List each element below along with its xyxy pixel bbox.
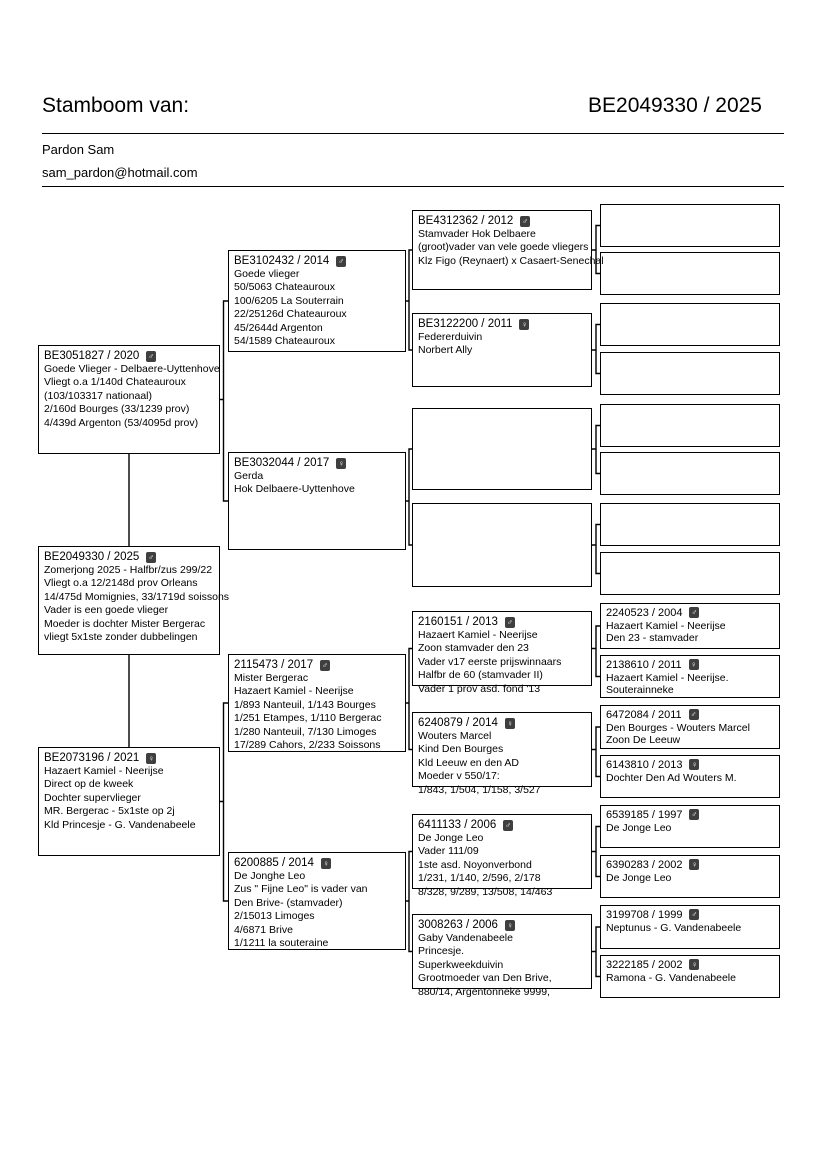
box-lines bbox=[418, 932, 586, 999]
sex-icon: ♂ bbox=[522, 216, 529, 226]
pedigree-box-grandmother-maternal bbox=[228, 852, 406, 950]
box-line: 14/475d Momignies, 33/1719d soissons bbox=[44, 590, 230, 603]
sex-icon: ♀ bbox=[506, 920, 513, 930]
ring-number: 6539185 / 1997 bbox=[606, 808, 683, 821]
sex-icon: ♂ bbox=[338, 256, 345, 266]
box-line: 1/843, 1/504, 1/158, 3/527 bbox=[418, 783, 541, 796]
sex-icon: ♂ bbox=[506, 617, 513, 627]
pedigree-box-ggp-5 bbox=[412, 611, 592, 695]
pedigree-box-gggp-14 bbox=[600, 855, 780, 898]
box-lines bbox=[606, 672, 774, 697]
box-line: Gaby Vandenabeele bbox=[418, 932, 513, 944]
box-line: Hazaert Kamiel - Neerijse bbox=[234, 685, 354, 698]
box-line: De Jonge Leo bbox=[418, 832, 484, 844]
box-lines bbox=[44, 765, 214, 832]
pedigree-box-grandmother-paternal bbox=[228, 452, 406, 550]
ring-row bbox=[606, 759, 774, 772]
box-line: Kld Princesje - G. Vandenabeele bbox=[44, 818, 196, 831]
box-line: Goede Vlieger - Delbaere-Uyttenhove bbox=[44, 363, 220, 375]
ring-number: 6390283 / 2002 bbox=[606, 858, 683, 871]
ring-row bbox=[418, 615, 586, 629]
pedigree-box-grandfather-maternal bbox=[228, 654, 406, 752]
sex-icon: ♀ bbox=[691, 960, 698, 969]
pedigree-box-subject bbox=[38, 546, 230, 655]
box-lines bbox=[418, 331, 586, 358]
ring-number: BE2049330 / 2025 bbox=[44, 551, 140, 563]
ring-row bbox=[44, 751, 214, 765]
box-line: Vader 111/09 bbox=[418, 845, 479, 858]
box-line: Halfbr de 60 (stamvader II) bbox=[418, 669, 543, 682]
box-line: Norbert Ally bbox=[418, 344, 473, 357]
ring-number: 6240879 / 2014 bbox=[418, 717, 498, 729]
pedigree-box-mother bbox=[38, 747, 220, 856]
ring-row bbox=[606, 959, 774, 972]
ring-number: 6200885 / 2014 bbox=[234, 857, 314, 869]
pedigree-box-empty bbox=[600, 552, 780, 595]
pedigree-box-ggp-1 bbox=[412, 210, 604, 290]
ring-number: BE3051827 / 2020 bbox=[44, 350, 140, 362]
box-lines bbox=[418, 228, 604, 268]
pedigree-box-empty bbox=[600, 404, 780, 447]
box-line: 8/328, 9/289, 13/508, 14/463 bbox=[418, 885, 553, 898]
ring-row bbox=[418, 716, 586, 730]
pedigree-box-empty bbox=[412, 408, 592, 490]
ring-row bbox=[234, 456, 400, 470]
box-lines bbox=[606, 822, 774, 835]
owner-name: Pardon Sam bbox=[42, 142, 115, 157]
pedigree-box-father bbox=[38, 345, 220, 454]
box-line: Vader v17 eerste prijswinnaars bbox=[418, 655, 562, 668]
sex-icon: ♂ bbox=[691, 608, 698, 617]
ring-row bbox=[606, 709, 774, 722]
pedigree-box-empty bbox=[600, 303, 780, 346]
box-line: Kld Leeuw en den AD bbox=[418, 756, 519, 769]
box-line: 880/14, Argentonneke 9999, bbox=[418, 985, 550, 998]
sex-icon: ♀ bbox=[338, 458, 345, 468]
box-line: Den Brive- (stamvader) bbox=[234, 896, 343, 909]
pedigree-box-grandfather-paternal bbox=[228, 250, 406, 352]
box-line: vliegt 5x1ste zonder dubbelingen bbox=[44, 631, 198, 644]
owner-email: sam_pardon@hotmail.com bbox=[42, 165, 198, 180]
box-line: Kind Den Bourges bbox=[418, 743, 504, 756]
box-lines bbox=[44, 564, 230, 644]
page-title: Stamboom van: bbox=[42, 94, 190, 117]
pedigree-box-empty bbox=[600, 503, 780, 546]
pedigree-box-ggp-7 bbox=[412, 814, 592, 898]
box-lines bbox=[234, 870, 400, 950]
ring-number: BE3102432 / 2014 bbox=[234, 255, 330, 267]
box-line: Den 23 - stamvader bbox=[606, 632, 699, 645]
box-line: Grootmoeder van Den Brive, bbox=[418, 972, 552, 985]
box-line: Hazaert Kamiel - Neerijse bbox=[418, 629, 538, 641]
box-line: 22/25126d Chateauroux bbox=[234, 308, 347, 321]
box-line: Hok Delbaere-Uyttenhove bbox=[234, 483, 355, 496]
ring-row bbox=[606, 909, 774, 922]
sex-icon: ♀ bbox=[521, 319, 528, 329]
subject-ring-number: BE2049330 / 2025 bbox=[588, 94, 762, 117]
sex-icon: ♀ bbox=[691, 760, 698, 769]
ring-row bbox=[44, 550, 214, 564]
pedigree-box-empty bbox=[600, 452, 780, 495]
box-line: 45/2644d Argenton bbox=[234, 321, 323, 334]
sex-icon: ♂ bbox=[322, 660, 329, 670]
box-lines bbox=[418, 629, 586, 696]
box-line: Princesje. bbox=[418, 945, 465, 958]
ring-number: 6143810 / 2013 bbox=[606, 758, 683, 771]
box-line: Federerduivin bbox=[418, 331, 483, 343]
box-line: 50/5063 Chateauroux bbox=[234, 281, 335, 294]
sex-icon: ♀ bbox=[322, 858, 329, 868]
box-line: Superkweekduivin bbox=[418, 958, 504, 971]
sex-icon: ♂ bbox=[691, 910, 698, 919]
pedigree-box-gggp-16 bbox=[600, 955, 780, 998]
sex-icon: ♂ bbox=[691, 810, 698, 819]
box-line: 2/15013 Limoges bbox=[234, 910, 315, 923]
box-line: Direct op de kweek bbox=[44, 778, 134, 791]
pedigree-box-ggp-8 bbox=[412, 914, 592, 998]
ring-row bbox=[606, 809, 774, 822]
ring-row bbox=[606, 659, 774, 672]
ring-number: 3008263 / 2006 bbox=[418, 919, 498, 931]
box-lines bbox=[606, 772, 774, 785]
box-line: 100/6205 La Souterrain bbox=[234, 294, 344, 307]
ring-row bbox=[418, 317, 586, 331]
ring-number: 2240523 / 2004 bbox=[606, 606, 683, 619]
ring-number: BE3122200 / 2011 bbox=[418, 318, 513, 330]
box-lines bbox=[606, 722, 774, 747]
box-lines bbox=[44, 363, 220, 430]
pedigree-box-gggp-15 bbox=[600, 905, 780, 949]
pedigree-box-empty bbox=[412, 503, 592, 587]
ring-row bbox=[418, 918, 586, 932]
box-line: Moeder is dochter Mister Bergerac bbox=[44, 617, 206, 630]
box-line: Den Bourges - Wouters Marcel bbox=[606, 721, 750, 734]
box-line: 1/1211 la souteraine bbox=[234, 937, 329, 950]
box-line: Zus " Fijne Leo" is vader van bbox=[234, 883, 368, 896]
box-line: De Jonghe Leo bbox=[234, 870, 306, 882]
ring-number: BE4312362 / 2012 bbox=[418, 215, 514, 227]
ring-row bbox=[606, 607, 774, 620]
box-lines bbox=[606, 972, 774, 985]
box-line: Ramona - G. Vandenabeele bbox=[606, 971, 736, 984]
sex-icon: ♀ bbox=[690, 660, 697, 669]
pedigree-box-empty bbox=[600, 204, 780, 247]
box-line: 17/289 Cahors, 2/233 Soissons bbox=[234, 739, 381, 752]
box-lines bbox=[234, 268, 400, 348]
pedigree-box-gggp-12 bbox=[600, 755, 780, 798]
box-line: Dochter supervlieger bbox=[44, 791, 141, 804]
sex-icon: ♀ bbox=[506, 718, 513, 728]
box-line: Vader 1 prov asd. fond '13 bbox=[418, 682, 541, 695]
sex-icon: ♂ bbox=[148, 351, 155, 361]
box-line: 1/893 Nanteuil, 1/143 Bourges bbox=[234, 698, 376, 711]
box-lines bbox=[606, 620, 774, 645]
ring-row bbox=[418, 818, 586, 832]
ring-number: 6411133 / 2006 bbox=[418, 819, 497, 831]
box-line: Mister Bergerac bbox=[234, 672, 309, 684]
sex-icon: ♂ bbox=[690, 710, 697, 719]
box-line: Vliegt o.a 12/2148d prov Orleans bbox=[44, 577, 198, 590]
ring-row bbox=[234, 254, 400, 268]
ring-number: 2115473 / 2017 bbox=[234, 659, 314, 671]
box-line: Neptunus - G. Vandenabeele bbox=[606, 921, 742, 934]
ring-row bbox=[44, 349, 214, 363]
box-line: 1/251 Etampes, 1/110 Bergerac bbox=[234, 712, 382, 725]
pedigree-box-ggp-2 bbox=[412, 313, 592, 387]
box-lines bbox=[234, 672, 400, 752]
ring-row bbox=[234, 658, 400, 672]
box-line: Dochter Den Ad Wouters M. bbox=[606, 771, 737, 784]
box-line: 1/231, 1/140, 2/596, 2/178 bbox=[418, 872, 541, 885]
box-lines bbox=[234, 470, 400, 497]
ring-number: 6472084 / 2011 bbox=[606, 708, 682, 721]
sex-icon: ♂ bbox=[505, 820, 512, 830]
box-line: Zomerjong 2025 - Halfbr/zus 299/22 bbox=[44, 564, 213, 576]
box-lines bbox=[606, 872, 774, 885]
ring-number: BE2073196 / 2021 bbox=[44, 752, 140, 764]
box-line: Zoon stamvader den 23 bbox=[418, 642, 529, 655]
box-line: 2/160d Bourges (33/1239 prov) bbox=[44, 403, 190, 416]
box-line: Gerda bbox=[234, 470, 264, 482]
box-line: Wouters Marcel bbox=[418, 730, 492, 742]
box-line: MR. Bergerac - 5x1ste op 2j bbox=[44, 805, 175, 818]
pedigree-box-gggp-11 bbox=[600, 705, 780, 749]
box-lines bbox=[418, 730, 586, 797]
box-line: Klz Figo (Reynaert) x Casaert-Senechal bbox=[418, 254, 604, 267]
ring-number: 2138610 / 2011 bbox=[606, 658, 682, 671]
pedigree-box-gggp-10 bbox=[600, 655, 780, 698]
pedigree-box-empty bbox=[600, 252, 780, 295]
box-line: Goede vlieger bbox=[234, 268, 300, 280]
sex-icon: ♀ bbox=[691, 860, 698, 869]
ring-row bbox=[234, 856, 400, 870]
box-line: 1/280 Nanteuil, 7/130 Limoges bbox=[234, 725, 377, 738]
ring-number: BE3032044 / 2017 bbox=[234, 457, 330, 469]
box-line: Moeder v 550/17: bbox=[418, 770, 500, 783]
pedigree-box-ggp-6 bbox=[412, 712, 592, 796]
box-line: De Jonge Leo bbox=[606, 821, 672, 834]
pedigree-box-empty bbox=[600, 352, 780, 395]
box-line: 4/6871 Brive bbox=[234, 923, 293, 936]
box-line: (103/103317 nationaal) bbox=[44, 389, 153, 402]
ring-number: 3222185 / 2002 bbox=[606, 958, 683, 971]
box-line: Hazaert Kamiel - Neerijse bbox=[606, 619, 726, 632]
box-line: Hazaert Kamiel - Neerijse bbox=[44, 765, 164, 777]
box-line: 54/1589 Chateauroux bbox=[234, 335, 335, 348]
sex-icon: ♂ bbox=[148, 552, 155, 562]
box-line: Vader is een goede vlieger bbox=[44, 604, 169, 617]
pedigree-box-gggp-13 bbox=[600, 805, 780, 848]
box-line: 4/439d Argenton (53/4095d prov) bbox=[44, 416, 199, 429]
sex-icon: ♀ bbox=[148, 753, 155, 763]
box-line: (groot)vader van vele goede vliegers bbox=[418, 241, 589, 254]
box-line: 1ste asd. Noyonverbond bbox=[418, 858, 532, 871]
ring-row bbox=[606, 859, 774, 872]
ring-row bbox=[418, 214, 586, 228]
box-line: Vliegt o.a 1/140d Chateauroux bbox=[44, 376, 186, 389]
box-lines bbox=[418, 832, 586, 899]
box-line: Stamvader Hok Delbaere bbox=[418, 228, 536, 240]
ring-number: 2160151 / 2013 bbox=[418, 616, 498, 628]
ring-number: 3199708 / 1999 bbox=[606, 908, 683, 921]
box-line: Hazaert Kamiel - Neerijse. bbox=[606, 671, 729, 684]
box-line: Souterainneke bbox=[606, 684, 674, 697]
box-line: Zoon De Leeuw bbox=[606, 734, 681, 747]
box-lines bbox=[606, 922, 774, 935]
pedigree-box-gggp-9 bbox=[600, 603, 780, 649]
box-line: De Jonge Leo bbox=[606, 871, 672, 884]
